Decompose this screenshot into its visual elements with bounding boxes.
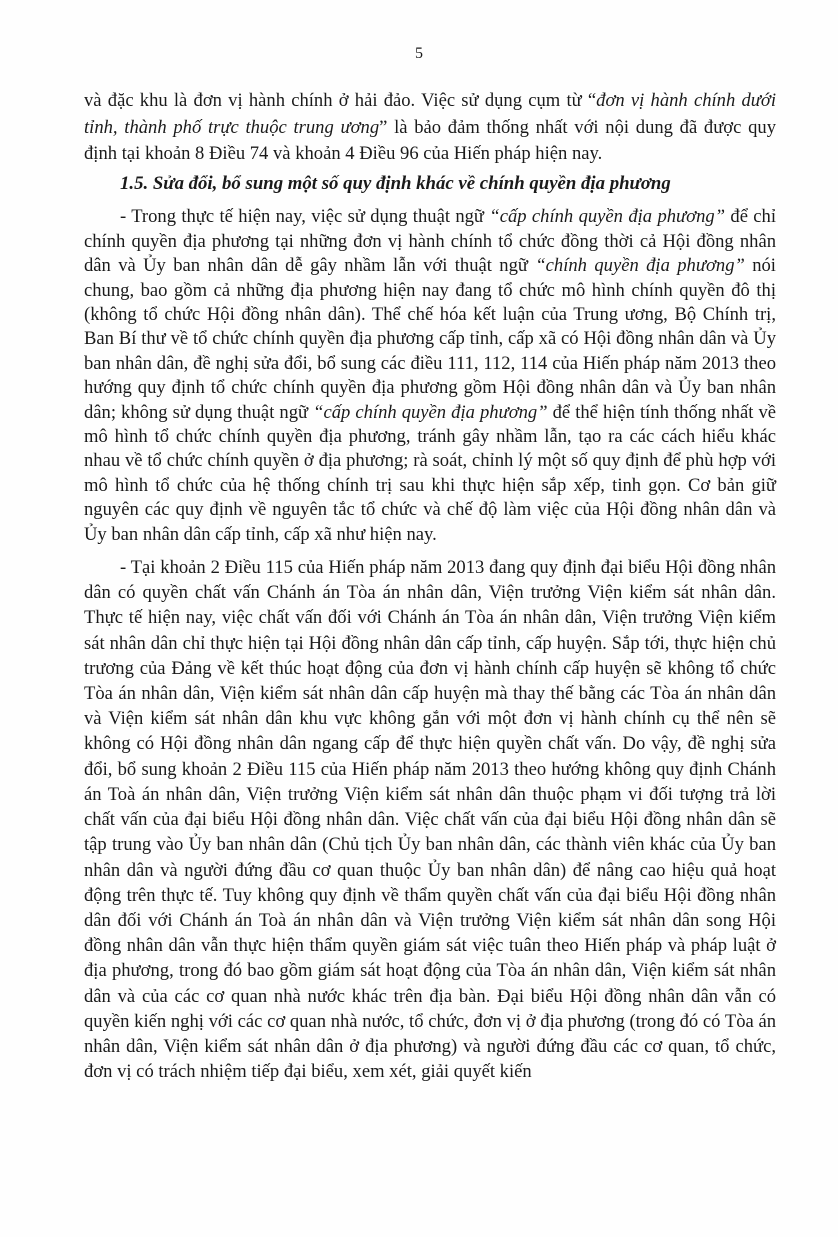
para1-term-1: “cấp chính quyền địa phương” — [489, 206, 726, 228]
para1-term-2: “chính quyền địa phương” — [535, 255, 745, 277]
para1-text-4: để thể hiện tính thống nhất về mô hình tổ chức chính quyền địa phương, tránh gây nhầm lẫn, tạo ra các cách hiểu khác nhau về tổ chức chính quyền ở địa phương; rà soát, chỉnh lý một số quy định để phù hợp với mô hình tổ chức của hệ thống chính trị sau khi thực hiện sắp xếp, tinh gọn. Cơ bản giữ nguyên các quy định về nguyên tắc tổ chức và chế độ làm việc của Hội đồng nhân dân và Ủy ban nhân dân cấp tỉnh, cấp xã như hiện nay. — [84, 401, 776, 545]
paragraph-terminology — [84, 205, 776, 547]
intro-paragraph — [84, 88, 776, 168]
document-body — [84, 88, 776, 1084]
intro-text-1: và đặc khu là đơn vị hành chính ở hải đảo. Việc sử dụng cụm từ “ — [84, 90, 597, 111]
para1-text-2: để chỉ chính quyền địa phương tại những đơn vị hành chính tổ chức đồng thời cả Hội đồng nhân dân và Ủy ban nhân dân dễ gây nhầm lẫn với thuật ngữ — [84, 206, 777, 277]
paragraph-questioning-rights: - Tại khoản 2 Điều 115 của Hiến pháp năm 2013 đang quy định đại biểu Hội đồng nhân dân có quyền chất vấn Chánh án Tòa án nhân dân, Viện trưởng Viện kiểm sát nhân dân. Thực tế hiện nay, việc chất vấn đối với Chánh án Tòa án nhân dân, Viện trưởng Viện kiểm sát nhân dân chỉ thực hiện tại Hội đồng nhân dân cấp tỉnh, cấp huyện. Sắp tới, thực hiện chủ trương của Đảng về kết thúc hoạt động của đơn vị hành chính cấp huyện sẽ không tổ chức Tòa án nhân dân, Viện kiểm sát nhân dân cấp huyện mà thay thế bằng các Tòa án nhân dân và Viện kiểm sát nhân dân khu vực không gắn với một đơn vị hành chính cụ thể nên sẽ không có Hội đồng nhân dân ngang cấp để thực hiện quyền chất vấn. Do vậy, đề nghị sửa đổi, bổ sung khoản 2 Điều 115 của Hiến pháp năm 2013 theo hướng không quy định Chánh án Toà án nhân dân, Viện trưởng Viện kiểm sát nhân dân thuộc phạm vi đối tượng trả lời chất vấn của đại biểu Hội đồng nhân dân. Việc chất vấn của đại biểu Hội đồng nhân dân sẽ tập trung vào Ủy ban nhân dân (Chủ tịch Ủy ban nhân dân, các thành viên khác của Ủy ban nhân dân và người đứng đầu cơ quan thuộc Ủy ban nhân dân) để nâng cao hiệu quả hoạt động trên thực tế. Tuy không quy định về thẩm quyền chất vấn của đại biểu Hội đồng nhân dân đối với Chánh án Toà án nhân dân và Viện trưởng Viện kiểm sát nhân dân song Hội đồng nhân dân vẫn thực hiện thẩm quyền giám sát việc tuân theo Hiến pháp và pháp luật ở địa phương, trong đó bao gồm giám sát hoạt động của Tòa án nhân dân, Viện kiểm sát nhân dân và của các cơ quan nhà nước khác trên địa bàn. Đại biểu Hội đồng nhân dân vẫn có quyền kiến nghị với các cơ quan nhà nước, tổ chức, đơn vị ở địa phương (trong đó có Tòa án nhân dân, Viện kiểm sát nhân dân ở địa phương) và người đứng đầu các cơ quan, tổ chức, đơn vị có trách nhiệm tiếp đại biểu, xem xét, giải quyết kiến — [84, 557, 776, 1083]
para1-text-1: - Trong thực tế hiện nay, việc sử dụng thuật ngữ — [120, 206, 490, 228]
page-number: 5 — [415, 45, 423, 62]
para1-text-3: nói chung, bao gồm cả những địa phương hiện nay đang tổ chức mô hình chính quyền đô thị (không tổ chức Hội đồng nhân dân). Thể chế hóa kết luận của Trung ương, Bộ Chính trị, Ban Bí thư về tổ chức chính quyền địa phương cấp tỉnh, cấp xã có Hội đồng nhân dân và Ủy ban nhân dân, đề nghị sửa đổi, bổ sung các điều 111, 112, 114 của Hiến pháp năm 2013 theo hướng quy định tổ chức chính quyền địa phương gồm Hội đồng nhân dân và Ủy ban nhân dân; không sử dụng thuật ngữ — [84, 255, 776, 423]
section-heading: 1.5. Sửa đổi, bổ sung một số quy định khác về chính quyền địa phương — [120, 172, 671, 194]
para1-term-3: “cấp chính quyền địa phương” — [313, 401, 548, 423]
intro-quoted-term: đơn vị hành chính dưới tỉnh, thành phố trực thuộc trung ương — [84, 90, 776, 138]
intro-text-2: ” là bảo đảm thống nhất với nội dung đã được quy định tại khoản 8 Điều 74 và khoản 4 Điều 96 của Hiến pháp hiện nay. — [84, 116, 776, 165]
